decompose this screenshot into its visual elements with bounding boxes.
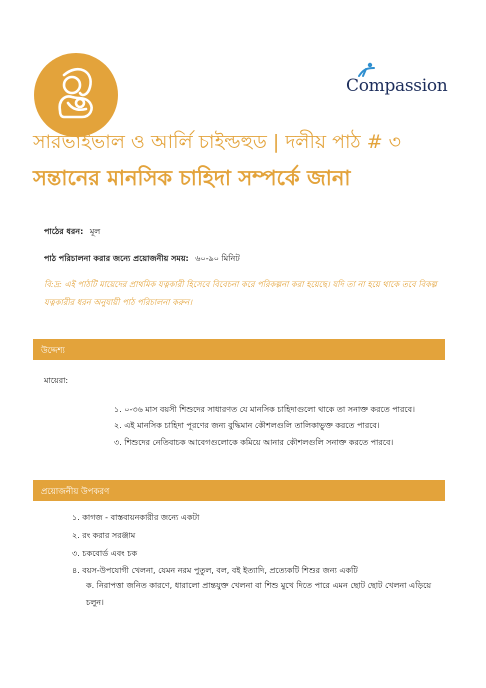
material-item: ২. রং করার সরঞ্জাম	[72, 531, 136, 540]
objective-item: ১. ০-৩৬ মাস বয়সী শিশুদের সাধারণত যে মানসিক চাহিদাগুলো থাকে তা সনাক্ত করতে পারবে।	[114, 405, 415, 414]
material-item: ১. কাগজ - বাস্তবায়নকারীর জন্যে একটা	[72, 513, 200, 522]
lesson-type	[44, 226, 100, 239]
materials-header	[33, 480, 445, 501]
material-item: ৩. চকবোর্ড এবং চক	[72, 549, 138, 558]
lesson-type-label: পাঠের ধরন:	[44, 227, 84, 236]
objectives-audience: মায়েরা:	[44, 376, 69, 385]
lesson-duration	[44, 253, 240, 266]
objective-item: ৩. শিশুদের নেতিবাচক আবেগগুলোকে কমিয়ে আনার কৌশলগুলি সনাক্ত করতে পারবে।	[114, 438, 394, 447]
compassion-logo	[346, 64, 451, 98]
duration-label: পাঠ পরিচালনা করার জন্যে প্রয়োজনীয় সময়:	[44, 254, 189, 263]
series-line: সারভাইভাল ও আর্লি চাইল্ডহুড | দলীয় পাঠ # ৩	[33, 131, 402, 153]
objectives-header	[33, 339, 445, 360]
lesson-title: সন্তানের মানসিক চাহিদা সম্পর্কে জানা	[33, 166, 351, 190]
lesson-type-value: মূল	[89, 227, 101, 236]
objectives-heading: উদ্দেশ্য	[41, 346, 65, 356]
program-logo	[34, 53, 118, 137]
mother-and-child-icon	[34, 53, 118, 137]
material-item: ৪. বয়স-উপযোগী খেলনা, যেমন নরম পুতুল, বল, বই ইত্যাদি, প্রত্যেকটি শিশুর জন্য একটি	[72, 566, 358, 575]
material-sub-item: ক. নিরাপত্তা জনিত কারণে, ধারালো প্রান্তযুক্ত খেলনা বা শিশু মুখে দিতে পারে এমন ছোট ছোট খেলনা এড়িয়ে চলুন।	[86, 581, 432, 607]
objective-item: ২. এই মানসিক চাহিদা পূরণের জন্য বুদ্ধিমান কৌশলগুলি তালিকাভুক্ত করতে পারবে।	[114, 421, 380, 430]
lesson-note: বি:দ্র: এই পাঠটি মায়েদের প্রাথমিক যত্নকারী হিসেবে বিবেচনা করে পরিকল্পনা করা হয়েছে। যদি তা না হয়ে থাকে তবে বিকল্প যত্নকারীর ধরন অনুযায়ী পাঠ পরিচালনা করুন।	[44, 279, 437, 307]
materials-heading: প্রয়োজনীয় উপকরণ	[41, 487, 110, 497]
duration-value: ৬০-৯০ মিনিট	[195, 254, 240, 263]
brand-name: Compassion	[346, 76, 448, 96]
